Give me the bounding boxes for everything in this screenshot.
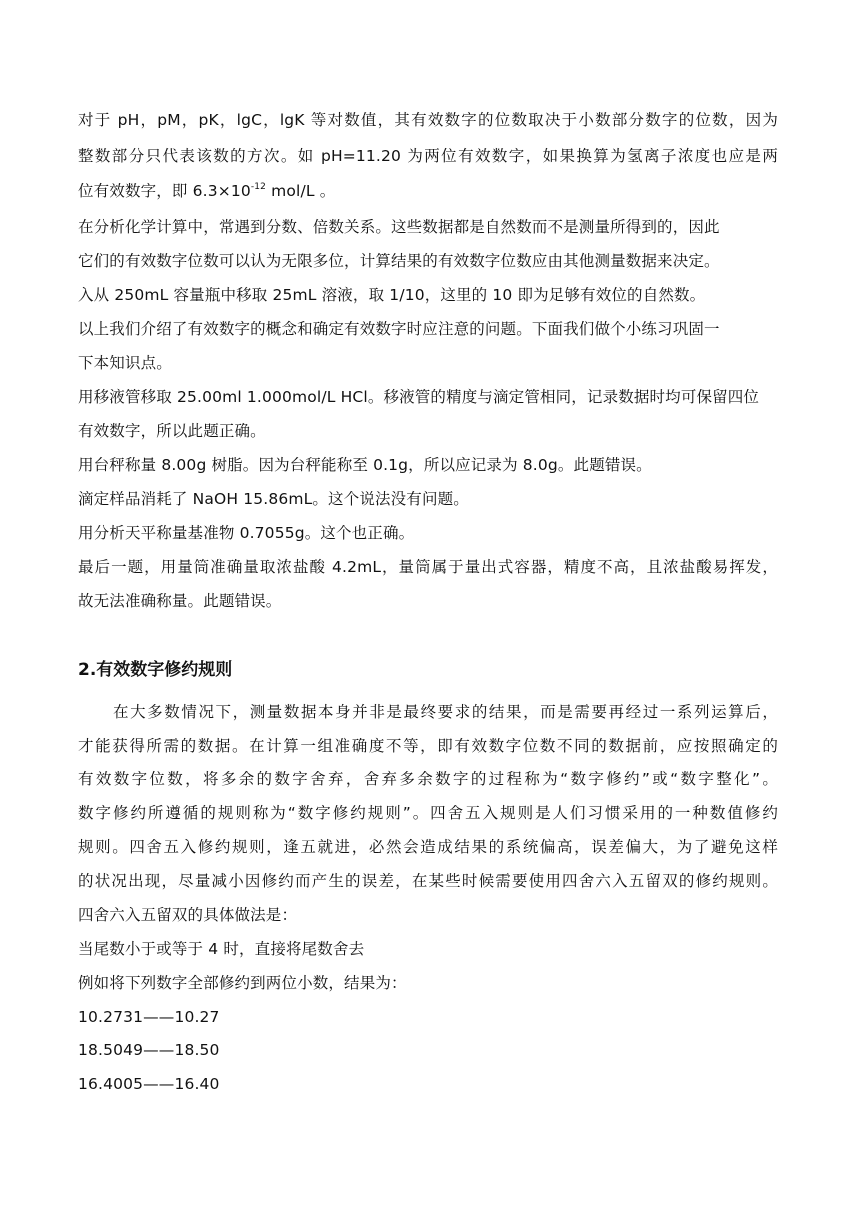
- paragraph-line: 在分析化学计算中，常遇到分数、倍数关系。这些数据都是自然数而不是测量所得到的，因此: [78, 218, 720, 236]
- paragraph-line: [78, 181, 778, 201]
- example-item: 18.5049——18.50: [78, 1041, 220, 1059]
- text-run: 位有效数字，即 6.3×10: [78, 182, 251, 200]
- text-run: mol/L 。: [266, 182, 336, 200]
- paragraph-line: 下本知识点。: [78, 354, 172, 372]
- paragraph-line: 用移液管移取 25.00ml 1.000mol/L HCl。移液管的精度与滴定管相同，记录数据时均可保留四位: [78, 388, 760, 406]
- paragraph-line: 对于 pH，pM，pK，lgC，lgK 等对数值，其有效数字的位数取决于小数部分数字的位数，因为: [78, 111, 778, 129]
- paragraph-line: 规则。四舍五入修约规则，逢五就进，必然会造成结果的系统偏高，误差偏大，为了避免这样: [78, 838, 778, 856]
- paragraph-line: 有效数字，所以此题正确。: [78, 422, 266, 440]
- paragraph-line: 的状况出现，尽量减小因修约而产生的误差，在某些时候需要使用四舍六入五留双的修约规则。: [78, 872, 778, 890]
- paragraph-line: 它们的有效数字位数可以认为无限多位，计算结果的有效数字位数应由其他测量数据来决定。: [78, 252, 720, 270]
- rule-line: 当尾数小于或等于 4 时，直接将尾数舍去: [78, 940, 365, 958]
- paragraph-line: 以上我们介绍了有效数字的概念和确定有效数字时应注意的问题。下面我们做个小练习巩固一: [78, 320, 720, 338]
- paragraph-line: 在大多数情况下，测量数据本身并非是最终要求的结果，而是需要再经过一系列运算后，: [113, 703, 778, 721]
- exponent: -12: [250, 181, 267, 192]
- paragraph-line: 用台秤称量 8.00g 树脂。因为台秤能称至 0.1g，所以应记录为 8.0g。此题错误。: [78, 456, 652, 474]
- example-intro: 例如将下列数字全部修约到两位小数，结果为：: [78, 974, 407, 992]
- paragraph-line: 才能获得所需的数据。在计算一组准确度不等，即有效数字位数不同的数据前，应按照确定的: [78, 737, 778, 755]
- paragraph-line: 数字修约所遵循的规则称为“数字修约规则”。四舍五入规则是人们习惯采用的一种数值修约: [78, 804, 778, 822]
- section-heading: 2.有效数字修约规则: [78, 660, 233, 680]
- example-item: 10.2731——10.27: [78, 1008, 220, 1026]
- paragraph-line: 用分析天平称量基准物 0.7055g。这个也正确。: [78, 524, 415, 542]
- paragraph-line: 滴定样品消耗了 NaOH 15.86mL。这个说法没有问题。: [78, 490, 469, 508]
- paragraph-line: 入从 250mL 容量瓶中移取 25mL 溶液，取 1/10，这里的 10 即为足够有效位的自然数。: [78, 286, 706, 304]
- paragraph-line: 有效数字位数，将多余的数字舍弃，舍弃多余数字的过程称为“数字修约”或“数字整化”。: [78, 770, 778, 788]
- paragraph-line: 最后一题，用量筒准确量取浓盐酸 4.2mL，量筒属于量出式容器，精度不高，且浓盐酸易挥发，: [78, 558, 778, 576]
- paragraph-line: 四舍六入五留双的具体做法是：: [78, 906, 298, 924]
- paragraph-line: 整数部分只代表该数的方次。如 pH=11.20 为两位有效数字，如果换算为氢离子浓度也应是两: [78, 147, 778, 165]
- paragraph-line: 故无法准确称量。此题错误。: [78, 592, 282, 610]
- example-item: 16.4005——16.40: [78, 1075, 220, 1093]
